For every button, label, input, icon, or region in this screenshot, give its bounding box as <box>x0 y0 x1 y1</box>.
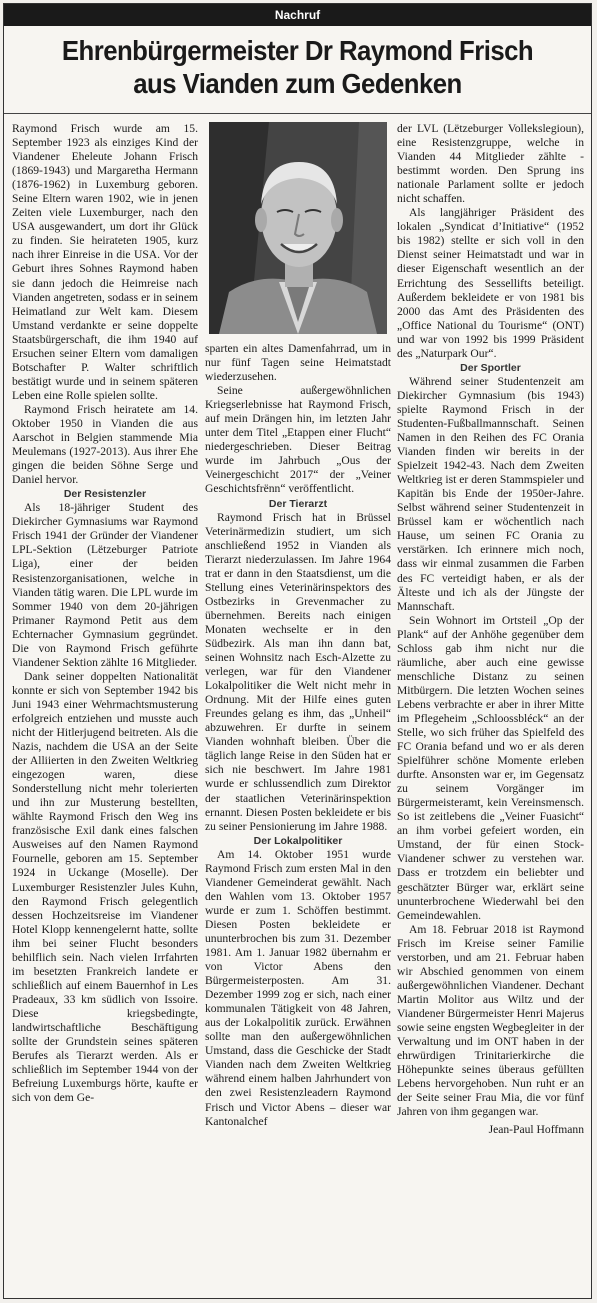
paragraph: Raymond Frisch hat in Brüssel Veterinärmedizin studiert, um sich anschließend 1952 in Vianden als Tierarzt niederzulassen. Im Jahre 1964 trat er dann in den Staatsdienst, um die Stellung eines Veterinärinspektors des Ostbezirks in Grevenmacher zu übernehmen. Bereits nach einigen Monaten wechselte er in den Südbezirk. Als man ihn dann bat, seinen Wohnsitz nach Esch-Alzette zu verlegen, war für den Viandener Lokalpolitiker die Welt nicht mehr in Ordnung. Mit der Hilfe eines guten Freundes gelang es ihm, das „Unheil“ abzuwehren. Er durfte in seinem Vianden wohnhaft bleiben. Über die täglich lange Reise in den Süden hat er sich nie beschwert. Im Jahre 1981 wurde er schlussendlich zum Direktor der staatlichen Veterinärinspektion ernannt. Diesen Posten bekleidete er bis zu seiner Pensionierung im Jahre 1988. <box>205 510 391 833</box>
subheading-tierarzt: Der Tierarzt <box>268 497 328 510</box>
paragraph: der LVL (Lëtzeburger Vollekslegioun), eine Resistenzgruppe, welche in Vianden 44 Mitglieder zählte - bestimmt worden. Den Sprung ins nationale Parlament sollte er jedoch nicht schaffen. <box>397 122 584 206</box>
paragraph: Als 18-jähriger Student des Diekircher Gymnasiums war Raymond Frisch 1941 der Gründer der Viandener LPL-Sektion (Lëtzeburger Patriote Liga), einer der beiden Resistenzorganisationen, welche in Vianden tätig waren. Die LPL wurde im Sommer 1940 von dem 20-jährigen Primaner Raymond Petit aus dem Echternacher Gymnasium gegründet. Die von Raymond Frisch geführte Viandener Sektion zählte 16 Mitglieder. <box>12 501 198 669</box>
headline-line-2: aus Vianden zum Gedenken <box>133 68 462 99</box>
portrait-photo <box>209 122 387 334</box>
column-1 <box>12 122 198 1296</box>
portrait-illustration <box>209 122 387 334</box>
paragraph: Dank seiner doppelten Nationalität konnte er sich von September 1942 bis Juni 1943 einer Wehrmachtsmusterung erfolgreich entziehen und musste auch nicht der Hitlerjugend beitreten. Als die Nazis, nachdem die USA an der Seite der Alliierten in den Zweiten Weltkrieg eingezogen waren, diese Sonderstellung nicht mehr tolerierten und ihn zur Musterung bestellten, wählte Raymond Frisch den Weg ins französische Exil dank eines falschen Ausweises auf den Namen Raymond Fournelle, geboren am 15. September 1924 in Uckange (Moselle). Der Luxemburger Resistenzler Jules Kuhn, den Raymond Frisch gelegentlich dessen Hochzeitsreise im Viandener Hotel Klopp kennengelernt hatte, sollte ihm bei seiner Flucht besonders behilflich sein. Nach vielen Irrfahrten im besetzten Frankreich landete er schließlich auf einem Bauernhof in Les Pradeaux, 33 km südlich von Issoire. Diese kriegsbedingte, landwirtschaftliche Beschäftigung sollte der Grundstein seines späteren Berufes als Tierarzt werden. Als er schließlich im September 1944 von der Befreiung Luxemburgs hörte, kaufte er sich von dem Ge- <box>12 669 198 1105</box>
paragraph: Während seiner Studentenzeit am Diekircher Gymnasium (bis 1943) spielte Raymond Frisch in der Studenten-Fußballmannschaft. Seinen Namen in den Reihen des FC Orania Vianden finden wir bereits in der Spielzeit 1942-43. Nach dem Zweiten Weltkrieg ist er deren Stammspieler und Kapitän bis Ende der 1950er-Jahre. Selbst während seiner Studentenzeit in Brüssel kam er wöchentlich nach Hause, um seinen FC Orania zu verstärken. Ich erinnere mich noch, dass wir einmal zusammen die Farben des FC verteidigt haben, er als der Älteste und ich als der Jüngste der Mannschaft. <box>397 374 584 613</box>
headline <box>27 34 567 100</box>
headline-divider <box>4 113 591 114</box>
paragraph: Seine außergewöhnlichen Kriegserlebnisse hat Raymond Frisch, auf mein Drängen hin, im letzten Jahr unter dem Titel „Etappen einer Flucht“ niedergeschrieben. Dieser Beitrag wurde im Jahrbuch „Ous der Veinergeschicht 2017“ der „Veiner Geschichtsfrënn“ veröffentlicht. <box>205 384 391 496</box>
paragraph: sparten ein altes Damenfahrrad, um in nur fünf Tagen seine Heimatstadt wiederzusehen. <box>205 342 391 384</box>
section-kicker: Nachruf <box>4 4 591 26</box>
article-frame <box>3 3 592 1299</box>
headline-line-1: Ehrenbürgermeister Dr Raymond Frisch <box>61 35 534 66</box>
paragraph: Am 18. Februar 2018 ist Raymond Frisch im Kreise seiner Familie verstorben, und am 21. Februar haben wir Abschied genommen von einem außergewöhnlichen Viandener. Dechant Martin Molitor aus Wiltz und der Viandener Bürgermeister Henri Majerus sowie seine engsten Wegbegleiter in der Verwaltung und im ONT haben in der ehrwürdigen Trinitarierkirche die Höhepunkte seines überaus gefüllten Lebens hervorgehoben. Nun ruht er an der Seite seiner Frau Mia, die vor fünf Jahren von ihm gegangen war. <box>397 922 584 1119</box>
subheading-sportler: Der Sportler <box>460 361 521 374</box>
subheading-resistenzler: Der Resistenzler <box>63 488 147 501</box>
paragraph: Raymond Frisch wurde am 15. September 1923 als einziges Kind der Viandener Eheleute Johann Frisch (1869-1943) und Margaretha Hermann (1876-1962) in Luxemburg geboren. Seine Eltern waren 1902, wie in jenen Zeiten viele Luxemburger, nach den USA ausgewandert, um dort ihr Glück zu finden. Sie heirateten 1905, kurz nach ihrer Einreise in die USA. Vor der Geburt ihres Sohnes Raymond haben sie dann jedoch die Heimreise nach Vianden angetreten, sodass er in seinem Heimatland zur Welt kam. Diesem Umstand verdankte er seine doppelte Staatsbürgerschaft, die ihm 1940 auf Ersuchen seiner Eltern vom damaligen Botschafter P. Walter schriftlich bestätigt wurde und in seinem späteren Leben eine Rolle spielen sollte. <box>12 122 198 402</box>
paragraph: Raymond Frisch heiratete am 14. Oktober 1950 in Vianden die aus Aarschot in Belgien stammende Mia Meulemans (1927-2013). Aus ihrer Ehe gingen die beiden Söhne Serge und Daniel hervor. <box>12 402 198 487</box>
paragraph: Sein Wohnort im Ortsteil „Op der Plank“ auf der Anhöhe gegenüber dem Schloss gab ihm nicht nur die räumliche, aber auch eine gewisse menschliche Distanz zu seinen Mitbürgern. Die letzten Wochen seines Lebens verbrachte er aber in ihrer Mitte im Pflegeheim „Schloossbléck“ an der Stelle, wo sich früher das Spielfeld des FC Orania befand und wo er als deren Spielführer schöne Momente erleben durfte. Ansonsten war er, im Gegensatz zu seinem Vorgänger im Bürgermeisteramt, kein Vereinsmensch. So ist zeitlebens die „Veiner Fuasicht“ an ihm vorbei gefeiert worden, ein Umstand, der für einen Stock-Viandener schwer zu verstehen war. Dass er trotzdem ein beliebter und geschätzter Bürger war, erklärt seine ununterbrochene Wiederwahl bei den Gemeindewahlen. <box>397 613 584 922</box>
column-2 <box>205 122 391 1296</box>
paragraph: Als langjähriger Präsident des lokalen „Syndicat d’Initiative“ (1952 bis 1982) stellte er sich voll in den Dienst seiner Heimatstadt und war in dieser Eigenschaft wesentlich an der Errichtung des Sessellifts beteiligt. Außerdem bekleidete er von 1981 bis 2000 das Amt des Präsidenten des „Office National du Tourisme“ (ONT) und war von 1992 bis 1999 Präsident des „Naturpark Our“. <box>397 206 584 360</box>
paragraph: Am 14. Oktober 1951 wurde Raymond Frisch zum ersten Mal in den Viandener Gemeinderat gewählt. Nach den Wahlen vom 13. Oktober 1957 wurde er zum 1. Schöffen bestimmt. Diesen Posten bekleidete er ununterbrochen bis zum 31. Dezember 1981. Am 1. Januar 1982 übernahm er von Victor Abens den Bürgermeisterposten. Am 31. Dezember 1999 zog er sich, nach einer kommunalen Tätigkeit von 48 Jahren, aus der Lokalpolitik zurück. Erwähnen sollte man den außergewöhnlichen Umstand, dass die Geschicke der Stadt Vianden nach dem Zweiten Weltkrieg während einem halben Jahrhundert von den zwei Resistenzleadern Raymond Frisch und Victor Abens – dieser war Kantonalchef <box>205 847 391 1128</box>
author-signature: Jean-Paul Hoffmann <box>488 1123 584 1137</box>
column-3 <box>397 122 584 1296</box>
photo-container <box>205 122 391 334</box>
subheading-lokalpolitiker: Der Lokalpolitiker <box>253 834 343 847</box>
